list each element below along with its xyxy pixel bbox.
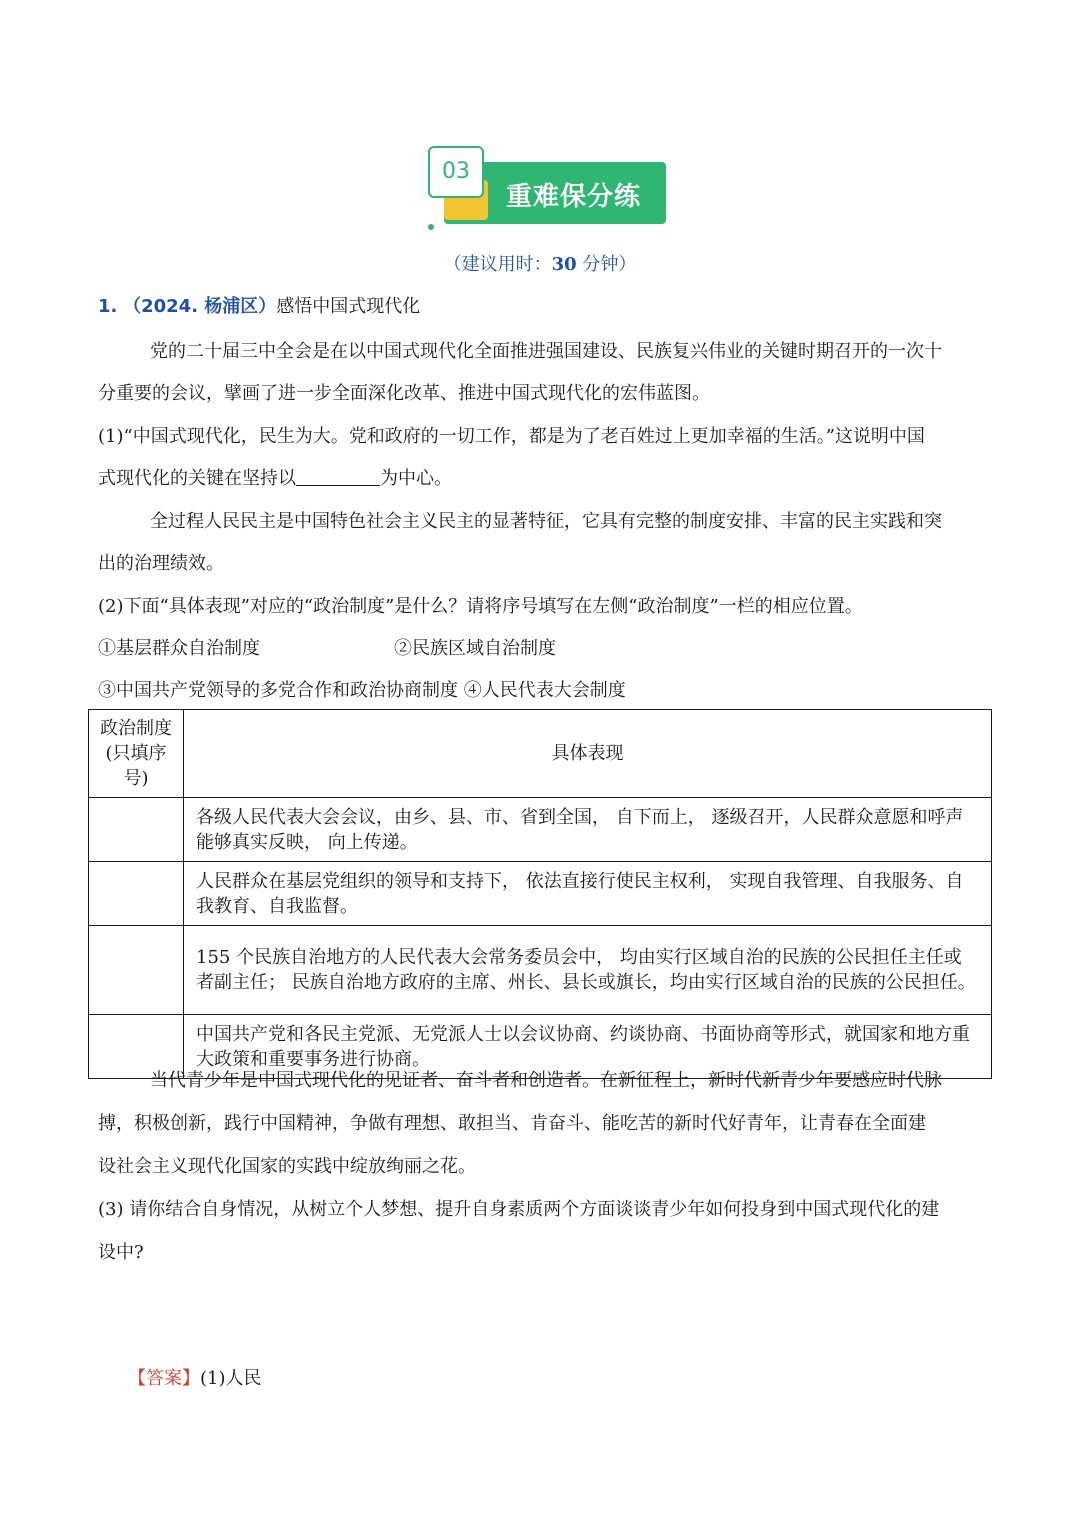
answer-cell[interactable] — [89, 926, 184, 1015]
youth-paragraph-line2: 搏，积极创新，践行中国精神，争做有理想、敢担当、肯奋斗、能吃苦的新时代好青年，让青春在全面建 — [98, 1113, 926, 1134]
option-2: ②民族区域自治制度 — [394, 638, 556, 659]
header-specific-manifestation: 具体表现 — [184, 710, 992, 798]
answer-cell[interactable] — [89, 862, 184, 926]
question-heading — [98, 292, 988, 318]
table-header-row — [89, 710, 992, 798]
democracy-paragraph-line1: 全过程人民民主是中国特色社会主义民主的显著特征，它具有完整的制度安排、丰富的民主实践和突 — [150, 511, 942, 532]
answer-blank[interactable] — [296, 467, 380, 486]
time-minutes: 30 — [551, 254, 577, 275]
political-system-table — [88, 709, 992, 1079]
intro-paragraph-line2: 分重要的会议，擘画了进一步全面深化改革、推进中国式现代化的宏伟蓝图。 — [98, 383, 710, 404]
banner-dot — [428, 224, 434, 230]
q3-line2: 设中? — [98, 1242, 144, 1263]
options-row1 — [98, 634, 988, 660]
banner-number: 03 — [428, 146, 484, 198]
answer-cell[interactable] — [89, 798, 184, 862]
option-4: ④人民代表大会制度 — [463, 680, 626, 701]
answer-text: (1)人民 — [200, 1368, 262, 1389]
section-banner — [428, 146, 668, 236]
question-source: （2024. 杨浦区） — [123, 296, 277, 317]
option-3: ③中国共产党领导的多党合作和政治协商制度 — [98, 680, 458, 701]
answer-tag: 【答案】 — [128, 1368, 200, 1389]
youth-paragraph-line3: 设社会主义现代化国家的实践中绽放绚丽之花。 — [98, 1156, 476, 1177]
manifestation-text: 155 个民族自治地方的人民代表大会常务委员会中， 均由实行区域自治的民族的公民担任主任或者副主任； 民族自治地方政府的主席、州长、县长或旗长，均由实行区域自治的民族的公民担任。 — [184, 926, 992, 1015]
answer-line — [128, 1364, 1018, 1390]
manifestation-text: 中国共产党和各民主党派、无党派人士以会议协商、约谈协商、书面协商等形式，就国家和地方重大政策和重要事务进行协商。 — [184, 1015, 992, 1079]
intro-paragraph-line1: 党的二十届三中全会是在以中国式现代化全面推进强国建设、民族复兴伟业的关键时期召开的一次十 — [150, 341, 942, 362]
option-1: ①基层群众自治制度 — [98, 638, 260, 659]
header-political-system: 政治制度 (只填序号) — [89, 710, 184, 798]
suggested-time: （建议用时：30 分钟） — [443, 254, 637, 275]
q3-line1: (3) 请你结合自身情况，从树立个人梦想、提升自身素质两个方面谈谈青少年如何投身到中国式现代化的建 — [98, 1199, 940, 1220]
q2-prompt: (2)下面“具体表现”对应的“政治制度”是什么？请将序号填写在左侧“政治制度”一栏的相应位置。 — [98, 596, 863, 617]
table-row — [89, 926, 992, 1015]
table-row — [89, 798, 992, 862]
q1-line2: 式现代化的关键在坚持以 为中心。 — [98, 468, 452, 489]
table-row — [89, 862, 992, 926]
q1-line1: (1)“中国式现代化，民生为大。党和政府的一切工作，都是为了老百姓过上更加幸福的生活。”这说明中国 — [98, 426, 925, 447]
youth-paragraph-line1: 当代青少年是中国式现代化的见证者、奋斗者和创造者。在新征程上，新时代新青少年要感应时代脉 — [150, 1070, 942, 1091]
question-number: 1. — [98, 296, 118, 317]
manifestation-text: 各级人民代表大会会议，由乡、县、市、省到全国， 自下而上， 逐级召开，人民群众意愿和呼声能够真实反映， 向上传递。 — [184, 798, 992, 862]
banner-title: 重难保分练 — [506, 182, 642, 212]
democracy-paragraph-line2: 出的治理绩效。 — [98, 553, 224, 574]
question-topic: 感悟中国式现代化 — [276, 296, 421, 317]
manifestation-text: 人民群众在基层党组织的领导和支持下， 依法直接行使民主权利， 实现自我管理、自我服务、自我教育、自我监督。 — [184, 862, 992, 926]
options-row2 — [98, 676, 988, 702]
